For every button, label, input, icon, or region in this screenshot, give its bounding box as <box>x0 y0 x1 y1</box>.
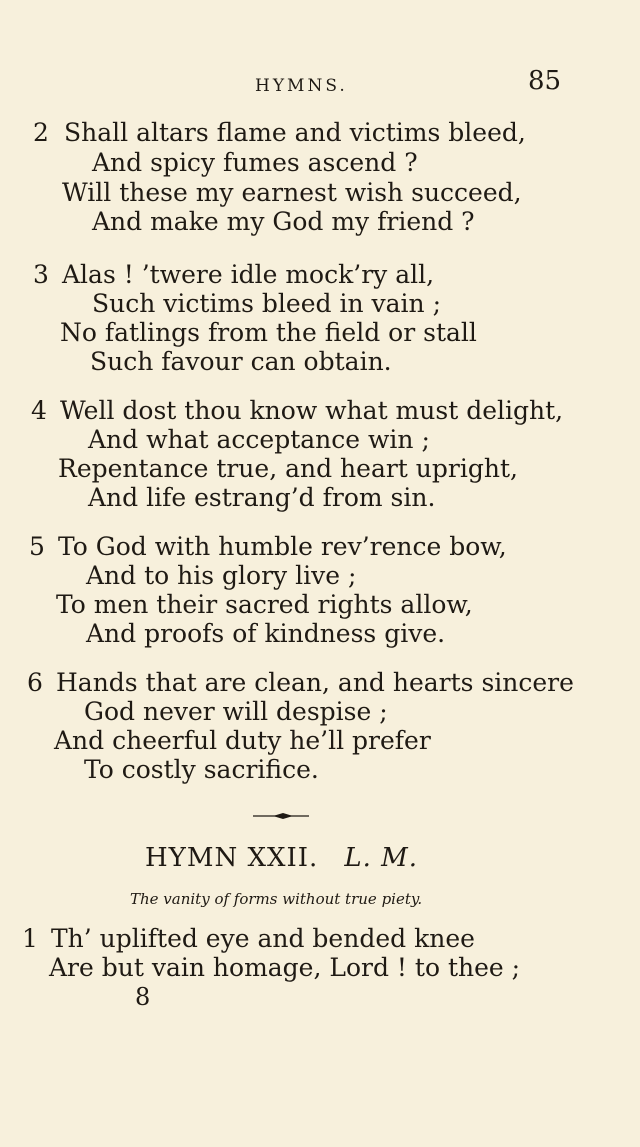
verse-line: No fatlings from the field or stall <box>60 318 477 347</box>
verse-line: And proofs of kindness give. <box>86 619 446 648</box>
verse-line: And life estrang’d from sin. <box>88 483 436 512</box>
verse-line: Alas ! ’twere idle mock’ry all, <box>62 260 435 289</box>
verse-line: God never will despise ; <box>84 697 388 726</box>
stanza-number: 6 <box>27 668 43 697</box>
verse-line: And what acceptance win ; <box>88 425 430 454</box>
stanza-number: 2 <box>33 118 49 147</box>
verse-line: To costly sacrifice. <box>84 755 319 784</box>
ornament-divider <box>253 812 309 820</box>
hymn-subtitle: The vanity of forms without true piety. <box>130 890 423 908</box>
page-number: 85 <box>528 66 562 96</box>
verse-line: To God with humble rev’rence bow, <box>58 532 507 561</box>
verse-line: Shall altars flame and victims bleed, <box>64 118 526 147</box>
stanza-number: 4 <box>31 396 47 425</box>
verse-line: And cheerful duty he’ll prefer <box>54 726 431 755</box>
verse-line: Th’ uplifted eye and bended knee <box>51 924 475 953</box>
verse-line: Such favour can obtain. <box>90 347 392 376</box>
hymn-title <box>145 843 418 873</box>
verse-line: Well dost thou know what must delight, <box>60 396 564 425</box>
signature-mark: 8 <box>135 983 151 1011</box>
stanza-number: 1 <box>22 924 38 953</box>
verse-line: And spicy fumes ascend ? <box>92 148 418 177</box>
verse-line: Hands that are clean, and hearts sincere <box>56 668 574 697</box>
stanza-number: 5 <box>29 532 45 561</box>
verse-line: Such victims bleed in vain ; <box>92 289 441 318</box>
hymn-meter: L. M. <box>344 843 418 873</box>
verse-line: And make my God my friend ? <box>92 207 475 236</box>
hymn-title-text: HYMN XXII. <box>145 843 319 873</box>
verse-line: And to his glory live ; <box>86 561 357 590</box>
verse-line: Will these my earnest wish succeed, <box>62 178 522 207</box>
verse-line: Repentance true, and heart upright, <box>58 454 518 483</box>
verse-line: To men their sacred rights allow, <box>56 590 473 619</box>
stanza-number: 3 <box>33 260 49 289</box>
verse-line: Are but vain homage, Lord ! to thee ; <box>49 953 521 982</box>
running-head: HYMNS. <box>255 76 348 96</box>
